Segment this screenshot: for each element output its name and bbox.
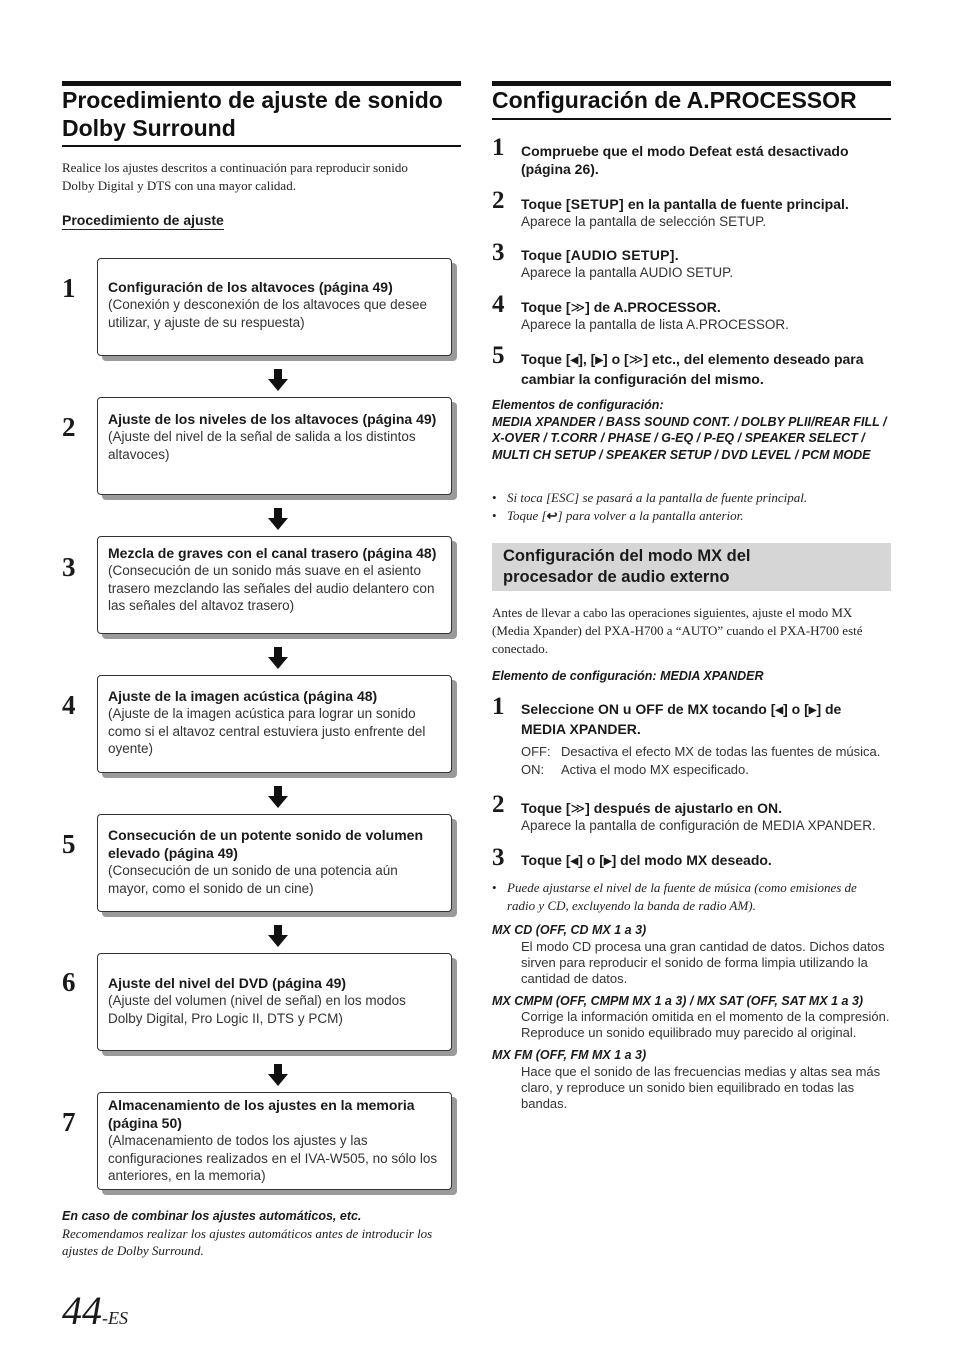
note-title: En caso de combinar los ajustes automáticos, etc. xyxy=(62,1209,362,1223)
text-fragment: ] de MEDIA XPANDER. xyxy=(521,701,842,737)
option-value: Activa el modo MX especificado. xyxy=(561,762,749,777)
left-title-line1: Procedimiento de ajuste de sonido xyxy=(62,87,443,113)
text-fragment: ], [ xyxy=(578,351,596,367)
text-fragment: en la pantalla de fuente principal. xyxy=(623,196,849,212)
step-1-instruction: Compruebe que el modo Defeat está desactivado (página 26). xyxy=(521,143,849,177)
page-number-value: 44 xyxy=(62,1288,102,1333)
text-fragment: Toque [ xyxy=(521,351,571,367)
flow-step-desc: (Ajuste del nivel de la señal de salida a los distintos altavoces) xyxy=(108,429,416,462)
mx-on-option xyxy=(521,761,886,779)
step-2-instruction xyxy=(521,195,891,213)
step-text xyxy=(521,246,891,282)
mx-intro: Antes de llevar a cabo las operaciones siguientes, ajuste el modo MX (Media Xpander) del PXA-H700 a “AUTO” cuando el PXA-H700 esté conectado. xyxy=(492,605,863,656)
forward-icon: ≫ xyxy=(570,299,586,315)
step-text xyxy=(521,298,891,334)
config-items-list: MEDIA XPANDER / BASS SOUND CONT. / DOLBY PLII/REAR FILL / X-OVER / T.CORR / PHASE / G-EQ / P-EQ / SPEAKER SELECT / MULTI CH SETUP / SPEAKER SETUP / DVD LEVEL / PCM MODE xyxy=(492,414,887,462)
flow-step-desc: (Consecución de un sonido más suave en el asiento trasero mezclando las señales del audio delantero con las señales del altavoz trasero) xyxy=(108,563,435,613)
right-arrow-icon: ▶ xyxy=(603,856,612,867)
flow-step-title: Ajuste de la imagen acústica (página 48) xyxy=(108,688,378,704)
down-arrow-icon xyxy=(268,369,288,391)
mx-mode-desc: Hace que el sonido de las frecuencias medias y altas sea más claro, y reproduce un sonido bien equilibrado en todas las bandas. xyxy=(521,1063,881,1111)
mx-off-option xyxy=(521,743,886,761)
flow-step-desc: (Almacenamiento de todos los ajustes y las configuraciones realizados en el IVA-W505, no sólo los anteriores, en la memoria) xyxy=(108,1133,438,1183)
step-number: 3 xyxy=(492,844,505,871)
note-body: Recomendamos realizar los ajustes automáticos antes de introducir los ajustes de Dolby Surround. xyxy=(62,1226,433,1258)
down-arrow-icon xyxy=(268,1064,288,1086)
flow-step-title: Consecución de un potente sonido de volumen elevado (página 49) xyxy=(108,827,424,861)
option-key: ON: xyxy=(521,762,545,777)
step-text xyxy=(521,700,886,779)
config-items xyxy=(492,397,887,463)
flow-step-desc: (Ajuste de la imagen acústica para lograr un sonido como si el altavoz central estuviera justo enfrente del oyente) xyxy=(108,706,426,756)
mx-mode-desc: El modo CD procesa una gran cantidad de datos. Dichos datos sirven para reproducir el sonido de forma limpia utilizando la cantidad de datos. xyxy=(521,938,885,986)
left-arrow-icon: ◀ xyxy=(775,705,784,716)
right-section-title: Configuración de A.PROCESSOR xyxy=(492,87,857,113)
step-5-instruction xyxy=(521,350,891,388)
forward-icon: ≫ xyxy=(628,351,644,367)
flow-step-number: 1 xyxy=(62,273,76,303)
flow-step-box xyxy=(97,397,452,495)
left-intro-text: Realice los ajustes descritos a continuación para reproducir sonido Dolby Digital y DTS con una mayor calidad. xyxy=(62,160,408,193)
mx-mode-label: MX CD (OFF, CD MX 1 a 3) xyxy=(492,923,647,937)
left-arrow-icon: ◀ xyxy=(570,856,579,867)
down-arrow-icon xyxy=(268,508,288,530)
left-title-line2: Dolby Surround xyxy=(62,115,236,141)
step-number: 1 xyxy=(492,693,505,720)
text-fragment: Toque [ xyxy=(521,800,571,816)
flow-step-title: Ajuste del nivel del DVD (página 49) xyxy=(108,975,347,991)
step-text xyxy=(521,851,891,871)
left-arrow-icon: ◀ xyxy=(570,355,579,366)
option-key: OFF: xyxy=(521,744,551,759)
flow-step-number: 2 xyxy=(62,412,76,442)
text-fragment: ] para volver a la pantalla anterior. xyxy=(557,507,744,523)
flow-step-box xyxy=(97,536,452,634)
text-fragment: ] o [ xyxy=(578,852,604,868)
step-text xyxy=(521,350,891,388)
mx-title-line2: procesador de audio externo xyxy=(503,568,730,586)
flow-step-number: 3 xyxy=(62,552,76,582)
flow-step-desc: (Consecución de un sonido de una potencia aún mayor, como el sonido de un cine) xyxy=(108,863,398,896)
flow-step-box xyxy=(97,258,452,356)
setup-button-label: [SETUP] xyxy=(565,196,624,212)
flow-step-number: 5 xyxy=(62,829,76,859)
mx-note: • Puede ajustarse el nivel de la fuente de música (como emisiones de radio y CD, excluyendo la banda de radio AM). xyxy=(492,879,887,914)
down-arrow-icon xyxy=(268,647,288,669)
flow-step-title: Ajuste de los niveles de los altavoces (página 49) xyxy=(108,411,437,427)
text-fragment: Toque xyxy=(521,196,566,212)
left-section-title xyxy=(62,86,443,142)
left-heading-rule-bottom xyxy=(62,145,461,147)
tip-escape: • Si toca [ESC] se pasará a la pantalla de fuente principal. xyxy=(492,489,887,507)
flow-step-number: 7 xyxy=(62,1107,76,1137)
option-value: Desactiva el efecto MX de todas las fuentes de música. xyxy=(561,744,881,759)
page-number xyxy=(62,1288,128,1341)
mx-step-2-instruction xyxy=(521,799,891,817)
flow-step-number: 6 xyxy=(62,967,76,997)
step-number: 4 xyxy=(492,291,505,318)
mx-section-title xyxy=(503,546,751,588)
step-text xyxy=(521,195,891,231)
step-4-result: Aparece la pantalla de lista A.PROCESSOR. xyxy=(521,317,789,332)
step-number: 3 xyxy=(492,239,505,266)
step-2-result: Aparece la pantalla de selección SETUP. xyxy=(521,214,767,229)
mx-note-list xyxy=(492,879,887,914)
text-fragment: . xyxy=(674,247,679,263)
flow-step-box xyxy=(97,814,452,912)
tips-list xyxy=(492,489,887,524)
text-fragment: ] de A.PROCESSOR. xyxy=(585,299,721,315)
right-arrow-icon: ▶ xyxy=(595,355,604,366)
config-items-label: Elementos de configuración: xyxy=(492,398,664,412)
step-3-instruction xyxy=(521,246,891,264)
mx-mode-label: MX FM (OFF, FM MX 1 a 3) xyxy=(492,1048,647,1062)
text-fragment: ] después de ajustarlo en ON. xyxy=(585,800,782,816)
flow-step-box xyxy=(97,1092,452,1190)
flow-step-box xyxy=(97,953,452,1051)
text-fragment: ] etc., del elemento deseado para cambiar la configuración del mismo. xyxy=(521,351,864,387)
step-3-result: Aparece la pantalla AUDIO SETUP. xyxy=(521,265,734,280)
step-number: 2 xyxy=(492,187,505,214)
mx-step-2-result: Aparece la pantalla de configuración de MEDIA XPANDER. xyxy=(521,818,876,833)
step-text xyxy=(521,142,881,178)
flow-step-number: 4 xyxy=(62,690,76,720)
mx-modes xyxy=(492,922,890,1112)
text-fragment: Toque [ xyxy=(521,299,571,315)
mx-item-label: Elemento de configuración: MEDIA XPANDER xyxy=(492,669,764,683)
text-fragment: Seleccione ON u OFF de MX tocando [ xyxy=(521,701,776,717)
procedure-subheading-text: Procedimiento de ajuste xyxy=(62,212,224,228)
mx-step-3-instruction xyxy=(521,851,891,871)
flow-step-title: Almacenamiento de los ajustes en la memoria (página 50) xyxy=(108,1097,415,1131)
procedure-subheading xyxy=(62,212,224,230)
back-icon: ↩ xyxy=(546,507,558,523)
step-number: 2 xyxy=(492,791,505,818)
step-4-instruction xyxy=(521,298,891,316)
right-arrow-icon: ▶ xyxy=(808,705,817,716)
mx-section-header xyxy=(492,543,891,591)
mx-mode-desc: Corrige la información omitida en el momento de la compresión. Reproduce un sonido equilibrado muy parecido al original. xyxy=(521,1009,890,1040)
down-arrow-icon xyxy=(268,786,288,808)
forward-icon: ≫ xyxy=(570,800,586,816)
step-text xyxy=(521,799,891,835)
text-fragment: Toque [ xyxy=(521,852,571,868)
down-arrow-icon xyxy=(268,925,288,947)
flow-step-title: Configuración de los altavoces (página 49) xyxy=(108,279,393,295)
step-number: 1 xyxy=(492,134,505,161)
mx-step-1-instruction xyxy=(521,700,886,738)
audio-setup-button-label: [AUDIO SETUP] xyxy=(565,247,675,263)
page-number-suffix: -ES xyxy=(102,1308,128,1328)
text-fragment: ] del modo MX deseado. xyxy=(611,852,772,868)
text-fragment: ] o [ xyxy=(603,351,629,367)
flow-step-desc: (Conexión y desconexión de los altavoces que desee utilizar, y ajuste de su respuesta) xyxy=(108,297,427,330)
text-fragment: Toque xyxy=(521,247,566,263)
flow-step-title: Mezcla de graves con el canal trasero (página 48) xyxy=(108,545,437,561)
tip-back xyxy=(492,507,887,525)
right-heading-rule-bottom xyxy=(492,118,891,120)
flow-step-box xyxy=(97,675,452,773)
step-number: 5 xyxy=(492,342,505,369)
text-fragment: ] o [ xyxy=(783,701,809,717)
text-fragment: Toque [ xyxy=(507,507,547,523)
mx-title-line1: Configuración del modo MX del xyxy=(503,547,751,565)
mx-mode-label: MX CMPM (OFF, CMPM MX 1 a 3) / MX SAT (OFF, SAT MX 1 a 3) xyxy=(492,993,864,1008)
flow-step-desc: (Ajuste del volumen (nivel de señal) en los modos Dolby Digital, Pro Logic II, DTS y PCM) xyxy=(108,993,406,1026)
